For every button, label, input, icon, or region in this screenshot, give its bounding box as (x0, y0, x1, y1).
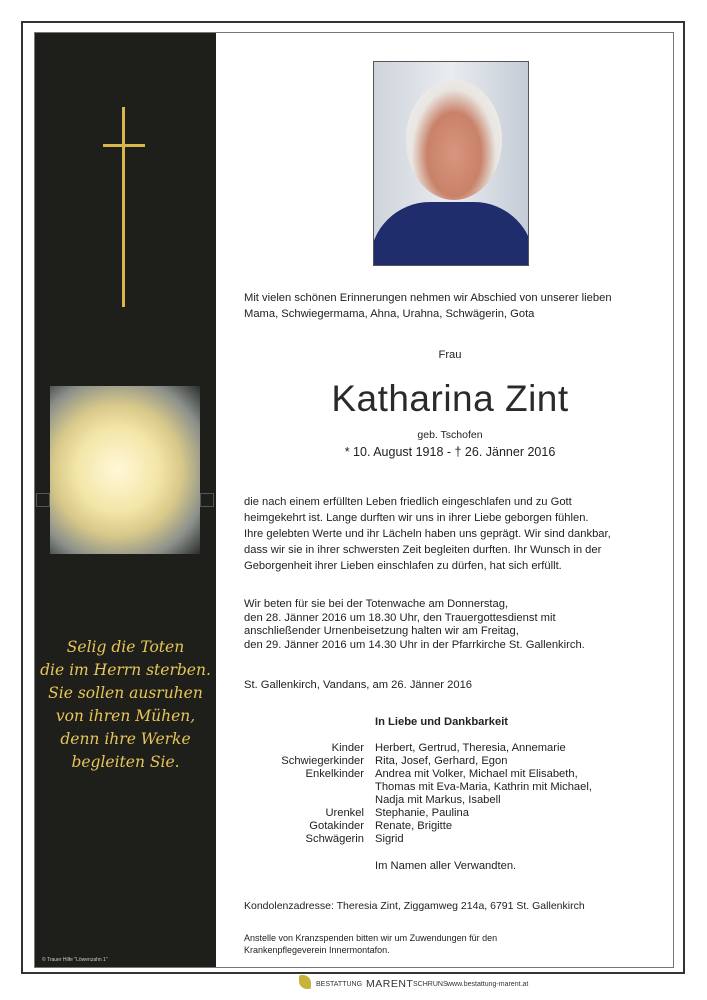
relative-names: Renate, Brigitte (375, 820, 453, 832)
birth-name: geb. Tschofen (417, 429, 483, 441)
donation-line: Krankenpflegeverein Innermontafon. (244, 945, 390, 955)
verse-line: die im Herrn sterben. (40, 661, 211, 679)
footer-marent: MARENT (366, 978, 414, 990)
rose-image (50, 386, 200, 554)
cross-icon-bar (103, 144, 145, 147)
relative-label: Urenkel (325, 807, 364, 819)
verse-line: denn ihre Werke (60, 730, 191, 748)
paragraph-line: Ihre gelebten Werte und ihr Lächeln haben uns geprägt. Wir sind dankbar, (244, 528, 611, 540)
verse (35, 636, 216, 774)
place-date: St. Gallenkirch, Vandans, am 26. Jänner 2016 (244, 679, 473, 691)
condolence-address: Kondolenzadresse: Theresia Zint, Ziggamweg 214a, 6791 St. Gallenkirch (244, 900, 585, 912)
life-dates: * 10. August 1918 - † 26. Jänner 2016 (344, 445, 556, 459)
service-line: den 28. Jänner 2016 um 18.30 Uhr, den Trauergottesdienst mit (244, 612, 556, 624)
deceased-name: Katharina Zint (331, 378, 569, 419)
verse-line: Sie sollen ausruhen (48, 684, 203, 702)
footer-bestattung: BESTATTUNG (316, 981, 363, 988)
relative-label: Enkelkinder (305, 768, 364, 780)
service-line: den 29. Jänner 2016 um 14.30 Uhr in der Pfarrkirche St. Gallenkirch. (244, 639, 585, 651)
paragraph-line: die nach einem erfüllten Leben friedlich eingeschlafen und zu Gott (244, 496, 572, 508)
salutation: Frau (438, 349, 462, 361)
closing: Im Namen aller Verwandten. (375, 860, 517, 872)
service-line: anschließender Urnenbeisetzung halten wir am Freitag, (244, 625, 519, 637)
relative-label: Schwägerin (305, 833, 364, 845)
image-credit: © Trauer Hilfe "Löwenzahn 1" (42, 957, 108, 963)
verse-line: Selig die Toten (66, 638, 185, 656)
donation-line: Anstelle von Kranzspenden bitten wir um Zuwendungen für den (244, 933, 498, 943)
relative-label: Kinder (331, 742, 364, 754)
paragraph-line: heimgekehrt ist. Lange durften wir uns in ihrer Liebe geborgen fühlen. (244, 512, 589, 524)
relative-label: Gotakinder (309, 820, 364, 832)
footer-schruns: SCHRUNS (413, 981, 448, 988)
paragraph-line: Geborgenheit ihrer Lieben einschlafen zu dürfen, hat sich erfüllt. (244, 560, 562, 572)
service-line: Wir beten für sie bei der Totenwache am Donnerstag, (244, 598, 509, 610)
in-love-heading: In Liebe und Dankbarkeit (375, 716, 509, 728)
portrait-head (406, 80, 502, 200)
relative-names: Nadja mit Markus, Isabell (375, 794, 501, 806)
intro-line: Mama, Schwiegermama, Ahna, Urahna, Schwägerin, Gota (244, 308, 535, 320)
portrait-photo (373, 61, 529, 266)
relative-names: Andrea mit Volker, Michael mit Elisabeth, (375, 768, 578, 780)
relative-names: Herbert, Gertrud, Theresia, Annemarie (375, 742, 566, 754)
relative-names: Sigrid (375, 833, 404, 845)
cross-icon (122, 107, 125, 307)
footer (0, 975, 707, 993)
ornament-box-right (200, 493, 214, 507)
relative-names: Thomas mit Eva-Maria, Kathrin mit Michael, (375, 781, 592, 793)
relative-names: Stephanie, Paulina (375, 807, 469, 819)
intro-line: Mit vielen schönen Erinnerungen nehmen wir Abschied von unserer lieben (244, 292, 612, 304)
portrait-body (373, 202, 529, 266)
relative-names: Rita, Josef, Gerhard, Egon (375, 755, 508, 767)
ornament-box-left (36, 493, 50, 507)
relative-label: Schwiegerkinder (281, 755, 364, 767)
paragraph-line: dass wir sie in ihrer schwersten Zeit begleiten durften. Ihr Wunsch in der (244, 544, 602, 556)
verse-line: von ihren Mühen, (55, 707, 196, 725)
footer-url[interactable]: www.bestattung-marent.at (447, 981, 529, 988)
leaf-logo-icon (299, 975, 311, 989)
verse-line: begleiten Sie. (71, 753, 180, 771)
